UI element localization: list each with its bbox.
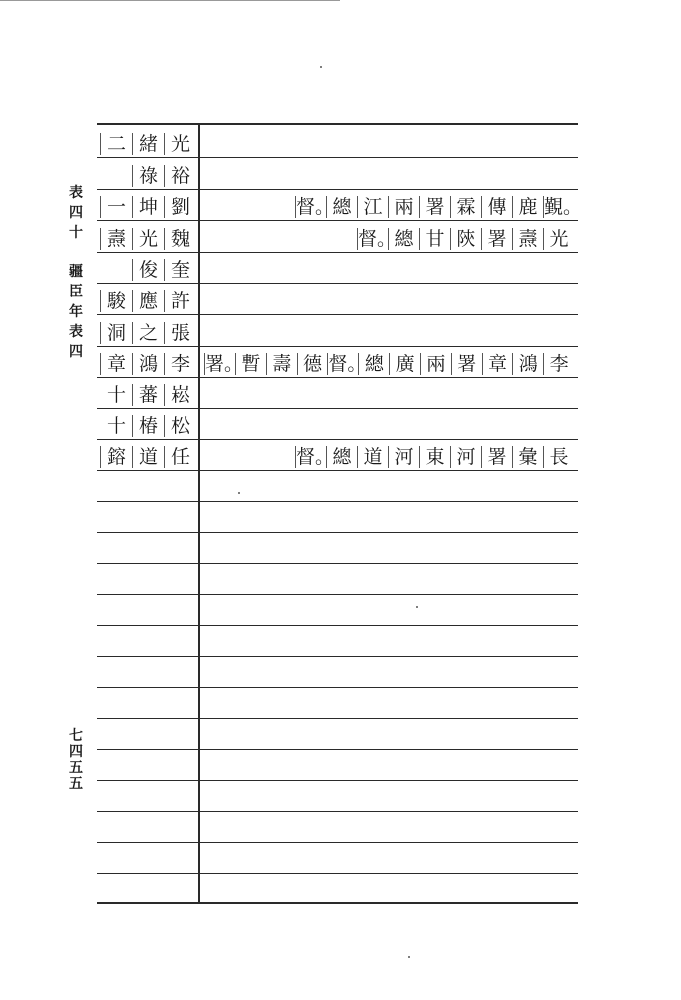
margin-section-char: 表 <box>69 324 83 340</box>
table-rule <box>97 749 578 750</box>
table-row-name <box>100 131 196 157</box>
office-char: 河 <box>388 446 419 468</box>
table-rule <box>97 594 578 595</box>
table-rule <box>97 189 578 190</box>
name-char: 光 <box>164 133 196 155</box>
office-char: 督。 <box>296 196 335 218</box>
table-row-name <box>100 382 196 408</box>
name-char: 十 <box>106 384 126 406</box>
office-char: 傳 <box>481 196 512 218</box>
name-char: 二 <box>100 133 132 155</box>
table-row-name <box>100 413 196 439</box>
name-char: 光 <box>132 228 164 250</box>
table-row-office <box>204 351 574 377</box>
office-char: 東 <box>419 446 450 468</box>
office-char: 兩 <box>388 196 419 218</box>
name-char: 章 <box>100 353 132 375</box>
table-row-office <box>204 226 574 252</box>
name-char: 應 <box>132 290 164 312</box>
table-rule <box>97 470 578 471</box>
name-char: 坤 <box>132 196 164 218</box>
name-char: 駿 <box>100 290 132 312</box>
page-number-char: 七 <box>69 728 83 744</box>
office-char: 覲。 <box>544 196 583 218</box>
office-char: 署 <box>451 353 482 375</box>
office-char: 署。 <box>205 353 244 375</box>
office-char: 光 <box>543 228 574 250</box>
margin-section-char: 疆 <box>69 264 83 280</box>
table-rule <box>97 408 578 409</box>
office-char: 李 <box>543 353 574 375</box>
column-divider <box>198 124 200 902</box>
office-char: 壽 <box>266 353 297 375</box>
scan-speck <box>238 492 240 494</box>
table-rule <box>97 625 578 626</box>
name-char: 松 <box>164 415 196 437</box>
name-char: 祿 <box>132 165 164 187</box>
name-char: 一 <box>100 196 132 218</box>
table-row-office <box>204 194 583 220</box>
table-rule <box>97 346 578 347</box>
office-char: 署 <box>419 196 450 218</box>
office-char: 督。 <box>358 228 397 250</box>
table-rule <box>97 563 578 564</box>
table-row-name <box>100 226 196 252</box>
table-rule <box>97 718 578 719</box>
table-rule <box>97 780 578 781</box>
table-rule <box>97 656 578 657</box>
name-char: 任 <box>164 446 196 468</box>
table-rule <box>97 220 578 221</box>
name-char: 張 <box>164 322 196 344</box>
margin-title-char: 十 <box>69 225 83 241</box>
name-char: 緒 <box>132 133 164 155</box>
office-char: 德 <box>297 353 328 375</box>
office-char: 暫 <box>235 353 266 375</box>
top-edge-rule <box>0 0 340 1</box>
table-rule <box>97 501 578 502</box>
name-char: 李 <box>164 353 196 375</box>
name-char: 俊 <box>132 259 164 281</box>
name-char: 裕 <box>164 165 196 187</box>
scan-speck <box>408 956 410 958</box>
table-rule <box>97 532 578 533</box>
office-char: 總 <box>326 196 357 218</box>
office-char: 江 <box>357 196 388 218</box>
name-char: 十 <box>106 415 126 437</box>
office-char: 道 <box>357 446 388 468</box>
office-char: 河 <box>450 446 481 468</box>
name-char: 許 <box>164 290 196 312</box>
name-char: 道 <box>132 446 164 468</box>
office-char: 甘 <box>419 228 450 250</box>
name-char: 鎔 <box>100 446 132 468</box>
name-char: 魏 <box>164 228 196 250</box>
scan-speck <box>320 66 322 68</box>
office-char: 總 <box>326 446 357 468</box>
office-char: 督。 <box>296 446 335 468</box>
table-row-name <box>100 351 196 377</box>
table-rule <box>97 439 578 440</box>
table-bottom-rule <box>97 902 578 904</box>
office-char: 署 <box>481 446 512 468</box>
table-row-name <box>100 257 196 283</box>
table-rule <box>97 873 578 874</box>
name-char: 椿 <box>132 415 164 437</box>
margin-section-char: 年 <box>69 304 83 320</box>
name-char: 之 <box>132 322 164 344</box>
office-char: 兩 <box>420 353 451 375</box>
name-char: 燾 <box>100 228 132 250</box>
table-row-name <box>100 163 196 189</box>
office-char: 章 <box>482 353 513 375</box>
table-rule <box>97 314 578 315</box>
table-rule <box>97 687 578 688</box>
name-char: 奎 <box>164 259 196 281</box>
table-rule <box>97 252 578 253</box>
table-rule <box>97 377 578 378</box>
office-char: 督。 <box>328 353 367 375</box>
margin-section-char: 臣 <box>69 284 83 300</box>
table-row-name <box>100 288 196 314</box>
name-char: 蕃 <box>132 384 164 406</box>
office-char: 彙 <box>512 446 543 468</box>
name-char: 鴻 <box>132 353 164 375</box>
office-char: 總 <box>388 228 419 250</box>
office-char: 署 <box>481 228 512 250</box>
table-row-name <box>100 320 196 346</box>
margin-title-char: 四 <box>69 205 83 221</box>
page-number <box>66 728 86 792</box>
margin-section-column <box>66 262 86 362</box>
table-row-office <box>204 444 574 470</box>
office-char: 霖 <box>450 196 481 218</box>
page-number-char: 五 <box>69 776 83 792</box>
table-rule <box>97 283 578 284</box>
page-number-char: 四 <box>69 744 83 760</box>
office-char: 廣 <box>389 353 420 375</box>
page-number-char: 五 <box>69 760 83 776</box>
name-char: 洞 <box>100 322 132 344</box>
table-top-rule <box>97 123 578 125</box>
table-row-name <box>100 444 196 470</box>
margin-section-char: 四 <box>69 344 83 360</box>
office-char: 燾 <box>512 228 543 250</box>
scan-speck <box>416 606 418 608</box>
office-char: 總 <box>358 353 389 375</box>
office-char: 長 <box>543 446 574 468</box>
office-char: 鹿 <box>512 196 543 218</box>
office-char: 鴻 <box>512 353 543 375</box>
office-char: 陝 <box>450 228 481 250</box>
table-rule <box>97 842 578 843</box>
name-char: 劉 <box>164 196 196 218</box>
name-char: 崧 <box>164 384 196 406</box>
table-rule <box>97 811 578 812</box>
table-rule <box>97 157 578 158</box>
margin-title-column <box>66 183 86 243</box>
table-row-name <box>100 194 196 220</box>
margin-title-char: 表 <box>69 185 83 201</box>
